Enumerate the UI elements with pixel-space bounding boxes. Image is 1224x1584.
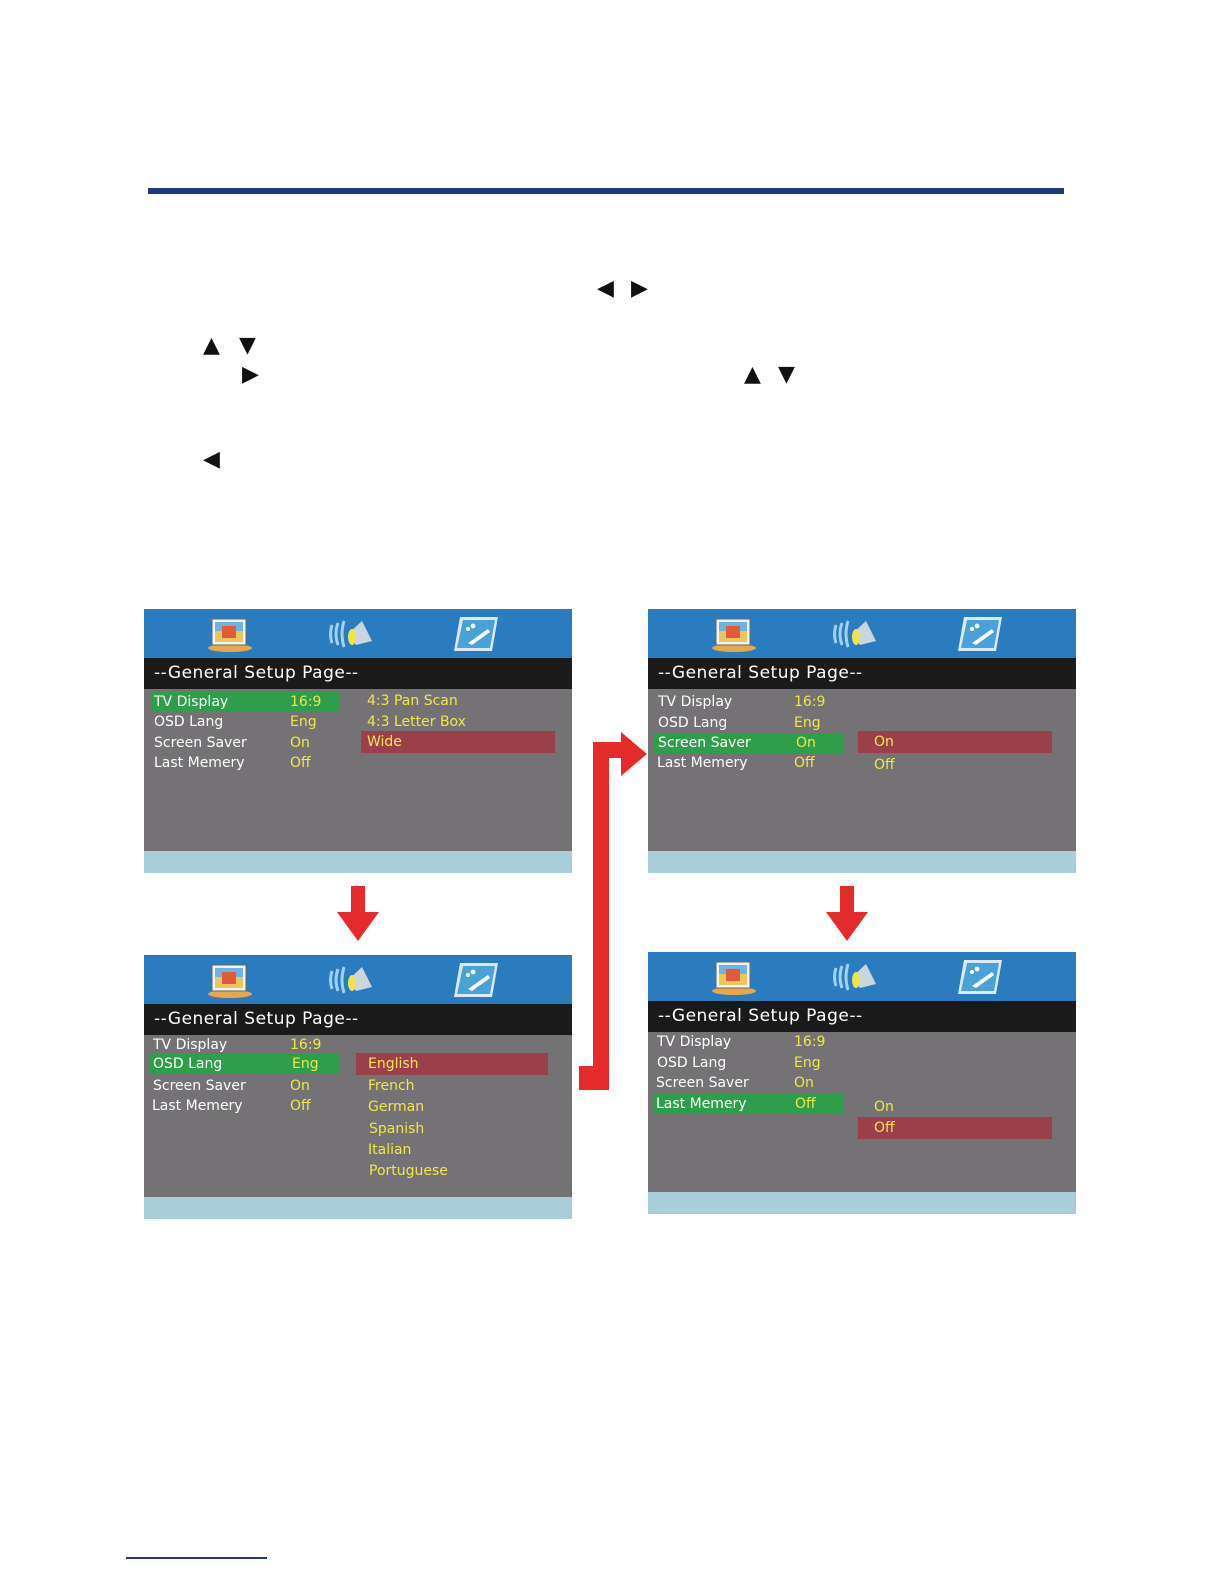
osd-icon-bar bbox=[144, 609, 572, 658]
panel-footer bbox=[144, 851, 572, 873]
row-value: 16:9 bbox=[290, 1037, 322, 1053]
menu-row-screen-saver[interactable] bbox=[654, 733, 844, 753]
row-label: OSD Lang bbox=[153, 1056, 223, 1072]
panel-title: --General Setup Page-- bbox=[648, 1001, 1076, 1032]
row-value: On bbox=[290, 1078, 310, 1094]
setup-screen-icon bbox=[956, 615, 1004, 653]
audio-speaker-icon bbox=[830, 615, 878, 653]
row-value: Off bbox=[290, 1098, 311, 1114]
right-arrow-icon: ▶ bbox=[242, 362, 259, 387]
option-off[interactable]: Off bbox=[858, 1117, 1052, 1139]
panel-footer bbox=[144, 1197, 572, 1219]
flow-down-arrow-icon bbox=[826, 886, 868, 942]
row-label: OSD Lang bbox=[658, 715, 728, 731]
option-portuguese[interactable]: Portuguese bbox=[369, 1163, 448, 1179]
option-french[interactable]: French bbox=[368, 1078, 415, 1094]
menu-row-tv-display[interactable] bbox=[656, 1032, 843, 1052]
panel-footer bbox=[648, 851, 1076, 873]
menu-row-last-memery[interactable] bbox=[152, 1096, 339, 1116]
row-label: Last Memery bbox=[154, 755, 245, 771]
header-rule bbox=[148, 188, 1064, 194]
row-value: 16:9 bbox=[794, 694, 826, 710]
option-english[interactable]: English bbox=[356, 1053, 548, 1075]
row-value: Off bbox=[290, 755, 311, 771]
menu-row-tv-display[interactable] bbox=[152, 692, 339, 712]
osd-icon-bar bbox=[648, 952, 1076, 1001]
menu-row-osd-lang[interactable] bbox=[152, 712, 339, 732]
row-value: Eng bbox=[292, 1056, 319, 1072]
audio-speaker-icon bbox=[326, 961, 374, 999]
menu-row-tv-display[interactable] bbox=[656, 692, 843, 712]
row-label: Last Memery bbox=[152, 1098, 243, 1114]
row-value: Eng bbox=[794, 1055, 821, 1071]
row-value: On bbox=[794, 1075, 814, 1091]
row-value: Eng bbox=[290, 714, 317, 730]
row-label: OSD Lang bbox=[657, 1055, 727, 1071]
setup-screen-icon bbox=[452, 961, 500, 999]
row-value: Off bbox=[794, 755, 815, 771]
panel-title: --General Setup Page-- bbox=[648, 658, 1076, 689]
option-on[interactable]: On bbox=[874, 1099, 894, 1115]
picture-icon bbox=[710, 615, 758, 653]
menu-row-last-memery[interactable] bbox=[152, 753, 339, 773]
menu-row-tv-display[interactable] bbox=[152, 1035, 339, 1055]
row-label: Screen Saver bbox=[658, 735, 751, 751]
footer-rule bbox=[126, 1557, 267, 1559]
row-value: On bbox=[290, 735, 310, 751]
osd-panel-osd-lang bbox=[144, 955, 572, 1219]
row-label: TV Display bbox=[153, 1037, 228, 1053]
row-value: 16:9 bbox=[290, 694, 322, 710]
audio-speaker-icon bbox=[830, 958, 878, 996]
row-label: Last Memery bbox=[657, 755, 748, 771]
picture-icon bbox=[206, 615, 254, 653]
option-letter-box[interactable]: 4:3 Letter Box bbox=[367, 714, 466, 730]
right-arrow-icon: ▶ bbox=[631, 276, 648, 301]
osd-panel-screen-saver bbox=[648, 609, 1076, 873]
picture-icon bbox=[710, 958, 758, 996]
row-label: TV Display bbox=[658, 694, 733, 710]
picture-icon bbox=[206, 961, 254, 999]
osd-panel-last-memery bbox=[648, 952, 1076, 1214]
row-value: Eng bbox=[794, 715, 821, 731]
down-arrow-icon: ▼ bbox=[239, 333, 256, 358]
menu-row-last-memery[interactable] bbox=[653, 1094, 844, 1114]
row-value: 16:9 bbox=[794, 1034, 826, 1050]
up-arrow-icon: ▲ bbox=[744, 362, 761, 387]
menu-row-screen-saver[interactable] bbox=[152, 1076, 339, 1096]
left-arrow-icon: ◀ bbox=[597, 276, 614, 301]
row-label: OSD Lang bbox=[154, 714, 224, 730]
row-value: Off bbox=[795, 1096, 816, 1112]
setup-screen-icon bbox=[452, 615, 500, 653]
up-arrow-icon: ▲ bbox=[203, 333, 220, 358]
option-italian[interactable]: Italian bbox=[368, 1142, 412, 1158]
panel-footer bbox=[648, 1192, 1076, 1214]
menu-row-osd-lang[interactable] bbox=[656, 1053, 843, 1073]
setup-screen-icon bbox=[956, 958, 1004, 996]
menu-row-screen-saver[interactable] bbox=[152, 733, 339, 753]
flow-up-right-arrow-icon bbox=[577, 730, 649, 1092]
row-label: TV Display bbox=[657, 1034, 732, 1050]
row-label: TV Display bbox=[154, 694, 229, 710]
menu-row-osd-lang[interactable] bbox=[656, 713, 843, 733]
row-label: Screen Saver bbox=[153, 1078, 246, 1094]
row-label: Last Memery bbox=[656, 1096, 747, 1112]
row-value: On bbox=[796, 735, 816, 751]
option-german[interactable]: German bbox=[368, 1099, 425, 1115]
down-arrow-icon: ▼ bbox=[778, 362, 795, 387]
left-arrow-icon: ◀ bbox=[203, 447, 220, 472]
audio-speaker-icon bbox=[326, 615, 374, 653]
row-label: Screen Saver bbox=[154, 735, 247, 751]
option-spanish[interactable]: Spanish bbox=[369, 1121, 425, 1137]
menu-row-osd-lang[interactable] bbox=[150, 1054, 340, 1074]
option-off[interactable]: Off bbox=[874, 757, 895, 773]
row-label: Screen Saver bbox=[656, 1075, 749, 1091]
panel-title: --General Setup Page-- bbox=[144, 1004, 572, 1035]
option-pan-scan[interactable]: 4:3 Pan Scan bbox=[367, 693, 458, 709]
osd-panel-tv-display bbox=[144, 609, 572, 873]
flow-down-arrow-icon bbox=[337, 886, 379, 942]
menu-row-last-memery[interactable] bbox=[656, 753, 843, 773]
menu-row-screen-saver[interactable] bbox=[656, 1073, 843, 1093]
osd-icon-bar bbox=[648, 609, 1076, 658]
option-wide[interactable]: Wide bbox=[361, 731, 555, 753]
option-on[interactable]: On bbox=[858, 731, 1052, 753]
panel-title: --General Setup Page-- bbox=[144, 658, 572, 689]
osd-icon-bar bbox=[144, 955, 572, 1004]
